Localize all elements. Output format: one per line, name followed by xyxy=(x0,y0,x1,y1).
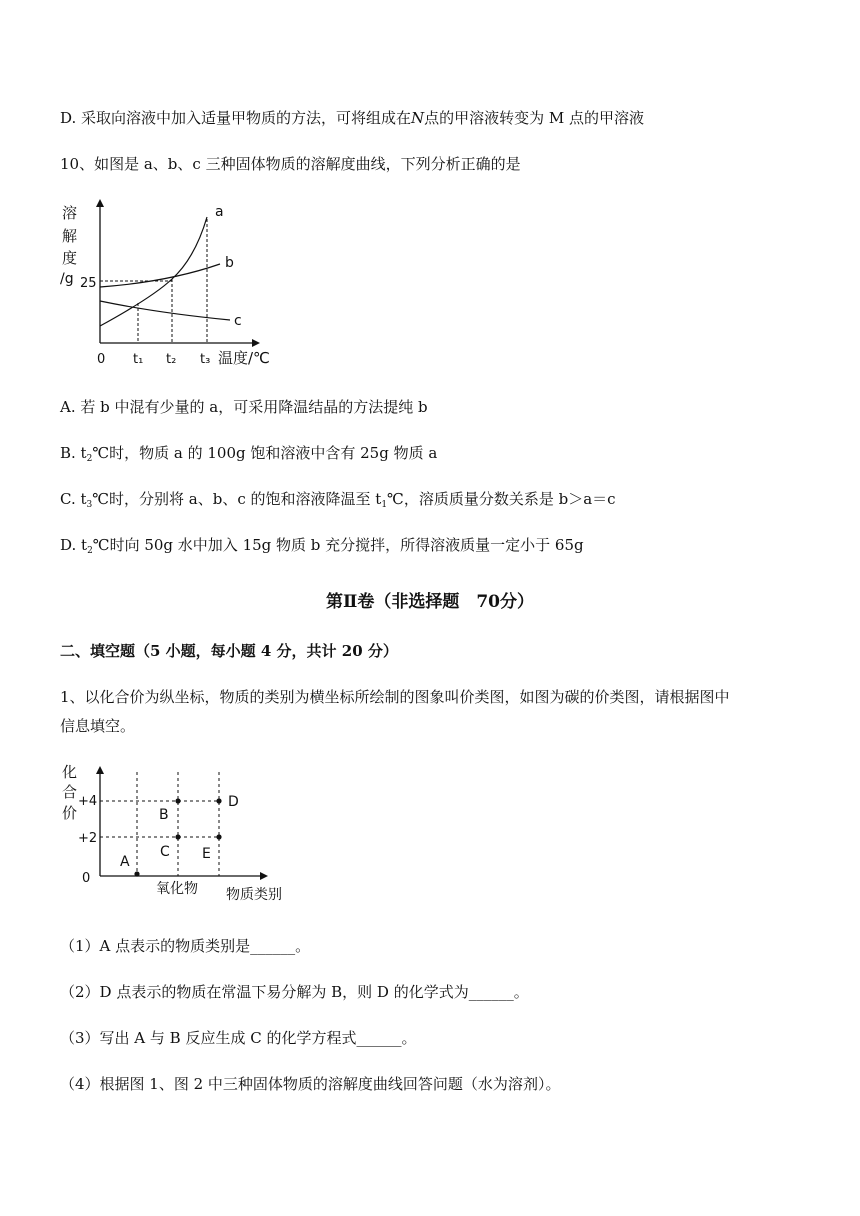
q10-option-c-p1: C. t xyxy=(60,490,87,508)
point-e xyxy=(216,834,221,839)
point-d xyxy=(216,798,221,803)
q10-option-b-p1: B. t xyxy=(60,444,87,462)
valence-chart xyxy=(58,758,308,908)
x-tick-t2: t₂ xyxy=(166,352,177,367)
point-c xyxy=(175,834,180,839)
y-label-char-2: 合 xyxy=(62,783,78,801)
point-a-label: A xyxy=(120,854,130,870)
curve-b-label: b xyxy=(225,255,234,271)
point-b-label: B xyxy=(159,807,169,823)
y-label-char-1: 溶 xyxy=(62,204,78,222)
x-axis-arrow xyxy=(252,339,260,347)
x-tick-t3: t₃ xyxy=(200,352,211,367)
q10-option-c-sub2: 1 xyxy=(381,500,388,510)
curve-c xyxy=(100,301,230,320)
q10-option-c xyxy=(60,488,616,516)
origin-label: 0 xyxy=(97,352,106,367)
x-axis-arrow xyxy=(260,872,268,880)
q10-option-d-p2: ℃时向 50g 水中加入 15g 物质 b 充分搅拌，所得溶液质量一定小于 65g xyxy=(92,536,584,554)
y-label-char-3: 度 xyxy=(62,249,78,267)
q10-option-b-sub: 2 xyxy=(86,454,93,464)
q10-option-c-p2: ℃时，分别将 a、b、c 的饱和溶液降温至 t xyxy=(92,490,382,508)
q10-option-b xyxy=(60,442,437,470)
x-tick-t1: t₁ xyxy=(133,352,144,367)
y-unit: /g xyxy=(60,271,74,287)
y-label-char-2: 解 xyxy=(62,227,78,245)
q10-option-d-p1: D. t xyxy=(60,536,88,554)
x-label: 温度/℃ xyxy=(218,349,270,367)
point-e-label: E xyxy=(202,846,211,862)
curve-b xyxy=(100,264,220,287)
q9-option-d-suffix: 点的甲溶液转变为 M 点的甲溶液 xyxy=(424,109,645,127)
q1-sub4: （4）根据图 1、图 2 中三种固体物质的溶解度曲线回答问题（水为溶剂）。 xyxy=(60,1075,561,1093)
section2-heading: 二、填空题（5 小题，每小题 4 分，共计 20 分） xyxy=(60,642,398,660)
curve-a-label: a xyxy=(215,204,224,220)
y-tick-plus4: +4 xyxy=(78,794,98,809)
q1-sub2: （2）D 点表示的物质在常温下易分解为 B，则 D 的化学式为______。 xyxy=(60,983,529,1001)
part2-heading: 第Ⅱ卷（非选择题 70分） xyxy=(326,592,534,612)
y-label-char-1: 化 xyxy=(62,763,78,781)
origin-label: 0 xyxy=(82,871,91,886)
q1-sub3: （3）写出 A 与 B 反应生成 C 的化学方程式______。 xyxy=(60,1029,417,1047)
q9-option-d-prefix: D. 采取向溶液中加入适量甲物质的方法，可将组成在 xyxy=(60,109,412,127)
q1-stem-line1: 1、以化合价为纵坐标，物质的类别为横坐标所绘制的图象叫价类图，如图为碳的价类图，请根据图中 xyxy=(60,688,730,706)
y-tick-25: 25 xyxy=(80,276,97,291)
y-axis-arrow xyxy=(96,766,104,774)
q10-option-d xyxy=(60,534,584,562)
q10-stem: 10、如图是 a、b、c 三种固体物质的溶解度曲线，下列分析正确的是 xyxy=(60,155,521,173)
point-d-label: D xyxy=(228,794,239,810)
q1-sub1: （1）A 点表示的物质类别是______。 xyxy=(60,937,311,955)
point-b xyxy=(175,798,180,803)
y-label-char-3: 价 xyxy=(62,804,78,822)
q10-option-c-p3: ℃，溶质质量分数关系是 b＞a＝c xyxy=(387,490,616,508)
point-a xyxy=(134,871,139,876)
q9-option-d-n: N xyxy=(411,109,425,127)
point-c-label: C xyxy=(160,844,170,860)
curve-c-label: c xyxy=(234,313,242,329)
q10-option-c-sub1: 3 xyxy=(86,500,93,510)
q10-option-a: A. 若 b 中混有少量的 a，可采用降温结晶的方法提纯 b xyxy=(60,398,428,416)
q9-option-d xyxy=(60,107,644,129)
x-label: 物质类别 xyxy=(226,887,282,903)
curve-a xyxy=(100,217,207,326)
y-axis-arrow xyxy=(96,199,104,207)
q10-option-b-p2: ℃时，物质 a 的 100g 饱和溶液中含有 25g 物质 a xyxy=(92,444,438,462)
y-tick-plus2: +2 xyxy=(78,831,98,846)
q1-stem-line2: 信息填空。 xyxy=(60,717,136,735)
solubility-chart xyxy=(58,195,298,375)
x-category-oxide: 氧化物 xyxy=(156,881,198,897)
q10-option-d-sub: 2 xyxy=(87,546,93,556)
